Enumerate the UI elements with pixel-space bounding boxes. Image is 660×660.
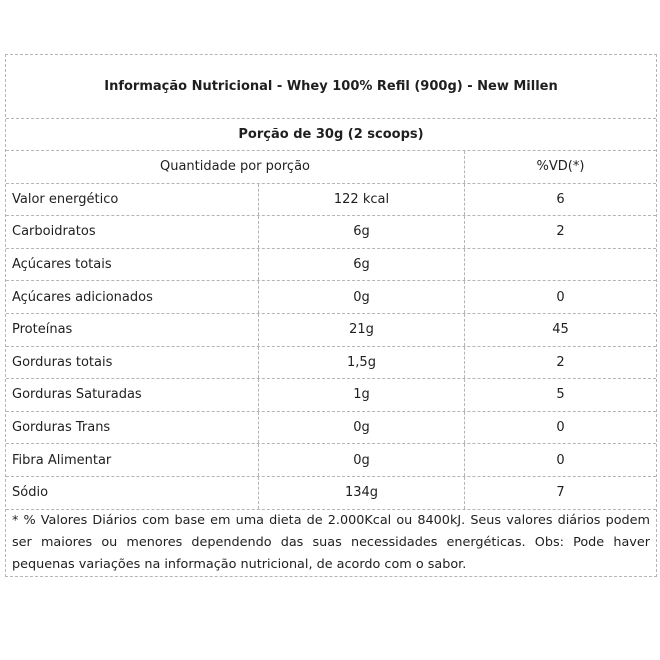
portion-label: Porção de 30g (2 scoops) [238, 127, 424, 142]
table-row [6, 184, 656, 217]
nutrient-quantity: 0g [259, 281, 465, 313]
nutrient-name: Gorduras totais [6, 347, 259, 379]
table-row [6, 216, 656, 249]
header-vd: %VD(*) [536, 159, 585, 175]
nutrient-quantity: 21g [259, 314, 465, 346]
nutrient-vd: 2 [556, 354, 565, 370]
nutrient-name: Gorduras Trans [6, 412, 259, 444]
table-row [6, 412, 656, 445]
footnote-row [6, 510, 656, 576]
nutrient-vd: 2 [556, 224, 565, 240]
nutrient-quantity: 1g [259, 379, 465, 411]
table-title-row [6, 55, 656, 119]
header-quantity: Quantidade por porção [6, 151, 465, 183]
nutrient-vd: 45 [552, 322, 569, 338]
nutrition-table [5, 54, 657, 577]
nutrient-quantity: 0g [259, 444, 465, 476]
table-row [6, 249, 656, 282]
nutrient-vd: 7 [556, 485, 565, 501]
table-row [6, 347, 656, 380]
nutrient-name: Sódio [6, 477, 259, 509]
nutrient-name: Açúcares adicionados [6, 281, 259, 313]
nutrient-name: Carboidratos [6, 216, 259, 248]
nutrient-vd [465, 249, 656, 281]
nutrient-name: Proteínas [6, 314, 259, 346]
nutrient-vd: 0 [556, 452, 565, 468]
column-header-row [6, 151, 656, 184]
nutrient-vd: 5 [556, 387, 565, 403]
nutrient-name: Fibra Alimentar [6, 444, 259, 476]
nutrient-vd: 6 [556, 191, 565, 207]
table-title: Informação Nutricional - Whey 100% Refil (900g) - New Millen [104, 79, 558, 94]
table-row [6, 477, 656, 510]
nutrient-name: Gorduras Saturadas [6, 379, 259, 411]
table-row [6, 379, 656, 412]
nutrient-vd: 0 [556, 420, 565, 436]
nutrient-quantity: 1,5g [259, 347, 465, 379]
nutrient-quantity: 134g [259, 477, 465, 509]
portion-row [6, 119, 656, 151]
table-row [6, 444, 656, 477]
nutrient-name: Açúcares totais [6, 249, 259, 281]
footnote-text: * % Valores Diários com base em uma dieta de 2.000Kcal ou 8400kJ. Seus valores diários podem ser maiores ou menores dependendo das suas necessidades energéticas. Obs: Pode haver pequenas variações na informação nutricional, de acordo com o sabor. [12, 512, 650, 572]
nutrient-quantity: 6g [259, 216, 465, 248]
nutrient-name: Valor energético [6, 184, 259, 216]
nutrient-vd: 0 [556, 289, 565, 305]
nutrient-quantity: 122 kcal [259, 184, 465, 216]
table-row [6, 281, 656, 314]
nutrient-quantity: 0g [259, 412, 465, 444]
nutrient-quantity: 6g [259, 249, 465, 281]
table-row [6, 314, 656, 347]
